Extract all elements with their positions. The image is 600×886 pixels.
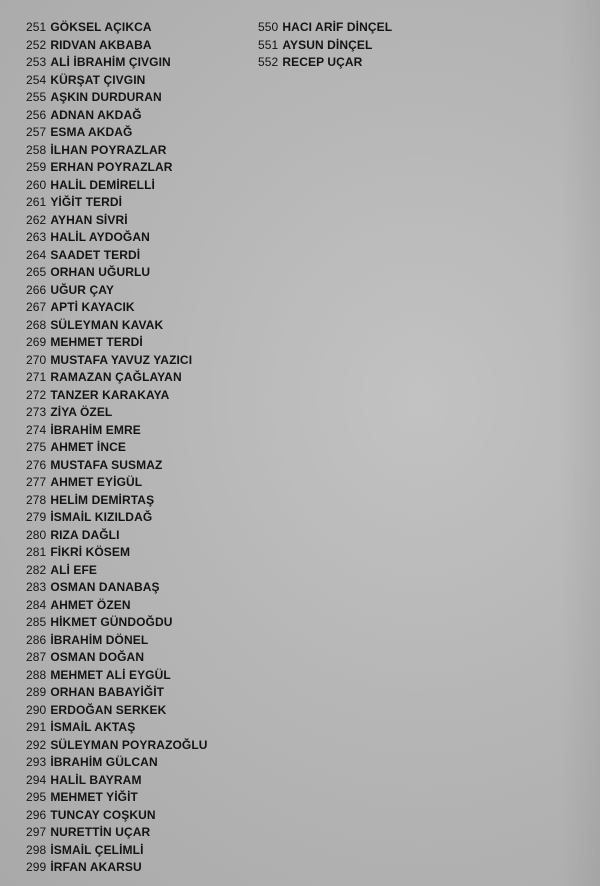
entry-name: RIZA DAĞLI: [50, 527, 120, 542]
entry-name: MEHMET TERDİ: [50, 335, 143, 349]
entry-number: 291: [26, 720, 47, 734]
entry-number: 251: [26, 20, 47, 34]
entry-name: NURETTİN UÇAR: [50, 825, 151, 839]
name-list-right: [258, 19, 392, 72]
list-item: [26, 54, 208, 72]
list-item: [26, 72, 208, 90]
entry-name: RAMAZAN ÇAĞLAYAN: [50, 370, 182, 384]
entry-name: UĞUR ÇAY: [50, 282, 115, 297]
entry-number: 552: [258, 55, 279, 69]
paper-shadow: [560, 0, 600, 886]
entry-number: 288: [26, 667, 47, 682]
entry-name: MUSTAFA SUSMAZ: [50, 457, 163, 472]
entry-name: AHMET EYİGÜL: [50, 475, 143, 489]
entry-name: SÜLEYMAN KAVAK: [50, 317, 164, 332]
entry-number: 283: [26, 580, 47, 594]
list-item: [26, 352, 208, 370]
list-item: [26, 177, 208, 195]
list-item: [26, 772, 208, 790]
list-item: [26, 107, 208, 125]
list-item: [26, 369, 208, 387]
list-item: [258, 19, 392, 37]
list-item: [26, 264, 208, 282]
entry-number: 279: [26, 510, 47, 524]
list-item: [26, 824, 208, 842]
entry-name: OSMAN DANABAŞ: [50, 580, 160, 594]
entry-name: İRFAN AKARSU: [50, 860, 142, 874]
entry-number: 276: [26, 457, 47, 472]
entry-name: YİĞİT TERDİ: [50, 195, 123, 209]
entry-number: 271: [26, 370, 47, 384]
entry-number: 298: [26, 842, 47, 857]
list-item: [26, 19, 208, 37]
entry-name: ORHAN UĞURLU: [50, 265, 151, 279]
entry-number: 280: [26, 527, 47, 542]
list-item: [258, 54, 392, 72]
entry-name: İBRAHİM EMRE: [50, 422, 141, 437]
entry-number: 278: [26, 492, 47, 507]
entry-number: 299: [26, 860, 47, 874]
entry-name: HALİL AYDOĞAN: [50, 230, 150, 244]
list-item: [26, 89, 208, 107]
list-item: [26, 194, 208, 212]
list-item: [26, 789, 208, 807]
entry-name: AYHAN SİVRİ: [50, 212, 128, 227]
list-item: [26, 579, 208, 597]
list-item: [26, 439, 208, 457]
entry-number: 264: [26, 247, 47, 262]
entry-number: 281: [26, 545, 47, 559]
entry-name: SAADET TERDİ: [50, 247, 141, 262]
entry-name: TUNCAY COŞKUN: [50, 807, 156, 822]
entry-name: ERHAN POYRAZLAR: [50, 160, 173, 174]
list-item: [26, 509, 208, 527]
entry-number: 254: [26, 72, 47, 87]
entry-number: 294: [26, 772, 47, 787]
entry-number: 282: [26, 562, 47, 577]
entry-name: AHMET İNCE: [50, 440, 126, 454]
list-item: [26, 684, 208, 702]
entry-name: ADNAN AKDAĞ: [50, 107, 142, 122]
list-item: [26, 282, 208, 300]
name-list-left: [26, 19, 208, 877]
entry-name: APTİ KAYACIK: [50, 300, 135, 314]
list-item: [26, 387, 208, 405]
entry-number: 253: [26, 55, 47, 69]
list-item: [26, 37, 208, 55]
entry-number: 267: [26, 300, 47, 314]
list-item: [26, 299, 208, 317]
entry-name: İSMAİL AKTAŞ: [50, 720, 136, 734]
entry-number: 262: [26, 212, 47, 227]
list-item: [26, 422, 208, 440]
entry-number: 293: [26, 755, 47, 769]
list-item: [26, 807, 208, 825]
entry-number: 292: [26, 737, 47, 752]
entry-name: MEHMET YİĞİT: [50, 790, 138, 804]
entry-number: 252: [26, 37, 47, 52]
entry-number: 286: [26, 632, 47, 647]
entry-number: 256: [26, 107, 47, 122]
list-item: [26, 229, 208, 247]
entry-name: GÖKSEL AÇIKCA: [50, 20, 152, 34]
list-item: [26, 754, 208, 772]
entry-name: ORHAN BABAYİĞİT: [50, 685, 165, 699]
entry-number: 266: [26, 282, 47, 297]
list-item: [26, 719, 208, 737]
entry-name: ZİYA ÖZEL: [50, 405, 113, 419]
list-item: [26, 159, 208, 177]
entry-number: 270: [26, 352, 47, 367]
list-item: [26, 142, 208, 160]
entry-name: RIDVAN AKBABA: [50, 37, 152, 52]
list-item: [26, 247, 208, 265]
entry-name: İBRAHİM DÖNEL: [50, 632, 149, 647]
entry-name: KÜRŞAT ÇIVGIN: [50, 72, 146, 87]
entry-name: HACI ARİF DİNÇEL: [282, 20, 393, 34]
entry-number: 257: [26, 125, 47, 139]
list-item: [26, 212, 208, 230]
entry-name: MUSTAFA YAVUZ YAZICI: [50, 352, 193, 367]
list-item: [26, 614, 208, 632]
entry-number: 259: [26, 160, 47, 174]
entry-number: 284: [26, 597, 47, 612]
entry-name: TANZER KARAKAYA: [50, 387, 170, 402]
list-item: [26, 544, 208, 562]
list-item: [26, 527, 208, 545]
entry-name: AHMET ÖZEN: [50, 597, 131, 612]
list-item: [26, 474, 208, 492]
entry-name: İSMAİL ÇELİMLİ: [50, 842, 144, 857]
entry-number: 260: [26, 177, 47, 192]
list-item: [26, 597, 208, 615]
list-item: [26, 317, 208, 335]
entry-number: 255: [26, 90, 47, 104]
entry-number: 296: [26, 807, 47, 822]
entry-name: İSMAİL KIZILDAĞ: [50, 510, 153, 524]
entry-name: OSMAN DOĞAN: [50, 650, 145, 664]
entry-number: 268: [26, 317, 47, 332]
entry-number: 289: [26, 685, 47, 699]
entry-number: 274: [26, 422, 47, 437]
list-item: [26, 737, 208, 755]
entry-number: 285: [26, 615, 47, 629]
entry-name: HİKMET GÜNDOĞDU: [50, 615, 173, 629]
list-item: [26, 457, 208, 475]
entry-number: 290: [26, 702, 47, 717]
entry-number: 273: [26, 405, 47, 419]
list-item: [26, 649, 208, 667]
entry-number: 295: [26, 790, 47, 804]
entry-number: 258: [26, 142, 47, 157]
entry-name: İBRAHİM GÜLCAN: [50, 755, 158, 769]
entry-number: 269: [26, 335, 47, 349]
list-item: [26, 492, 208, 510]
list-item: [26, 124, 208, 142]
entry-number: 265: [26, 265, 47, 279]
entry-name: ALİ EFE: [50, 562, 98, 577]
entry-name: MEHMET ALİ EYGÜL: [50, 667, 171, 682]
entry-name: HALİL DEMİRELLİ: [50, 177, 155, 192]
entry-name: HELİM DEMİRTAŞ: [50, 492, 155, 507]
entry-name: İLHAN POYRAZLAR: [50, 142, 167, 157]
entry-name: AŞKIN DURDURAN: [50, 90, 162, 104]
list-item: [26, 334, 208, 352]
list-item: [258, 37, 392, 55]
list-item: [26, 859, 208, 877]
entry-number: 297: [26, 825, 47, 839]
entry-number: 550: [258, 20, 279, 34]
entry-name: RECEP UÇAR: [282, 55, 363, 69]
entry-number: 261: [26, 195, 47, 209]
entry-name: ALİ İBRAHİM ÇIVGIN: [50, 55, 171, 69]
list-item: [26, 632, 208, 650]
entry-number: 263: [26, 230, 47, 244]
entry-name: ESMA AKDAĞ: [50, 125, 133, 139]
list-item: [26, 842, 208, 860]
entry-number: 551: [258, 37, 279, 52]
entry-number: 287: [26, 650, 47, 664]
list-item: [26, 404, 208, 422]
list-item: [26, 702, 208, 720]
entry-number: 272: [26, 387, 47, 402]
entry-name: FİKRİ KÖSEM: [50, 545, 131, 559]
list-item: [26, 562, 208, 580]
entry-name: HALİL BAYRAM: [50, 772, 142, 787]
entry-number: 277: [26, 475, 47, 489]
entry-name: AYSUN DİNÇEL: [282, 37, 373, 52]
entry-name: SÜLEYMAN POYRAZOĞLU: [50, 737, 208, 752]
list-item: [26, 667, 208, 685]
entry-number: 275: [26, 440, 47, 454]
entry-name: ERDOĞAN SERKEK: [50, 702, 167, 717]
